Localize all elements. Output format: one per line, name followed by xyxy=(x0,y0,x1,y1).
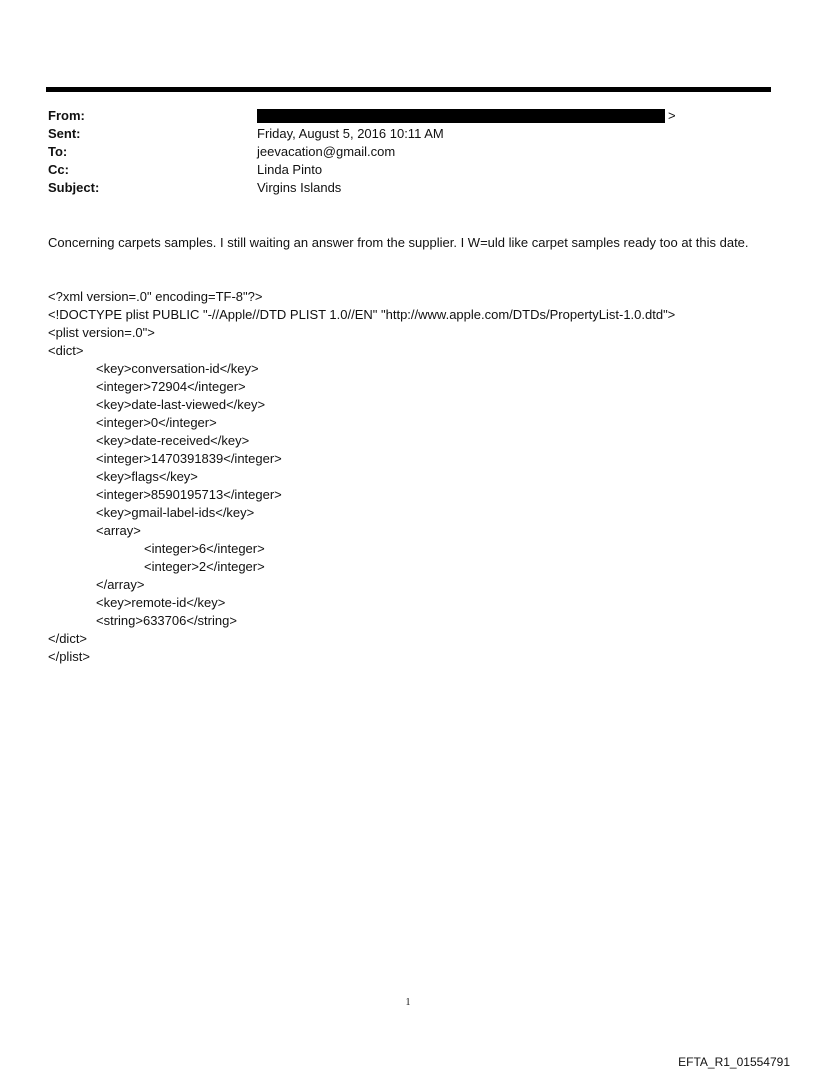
plist-line: <integer>8590195713</integer> xyxy=(96,487,282,502)
plist-line: <key>date-received</key> xyxy=(96,433,250,448)
plist-line: <integer>2</integer> xyxy=(144,559,265,574)
plist-line: </array> xyxy=(96,577,145,592)
plist-line: <key>date-last-viewed</key> xyxy=(96,397,266,412)
subject-label: Subject: xyxy=(48,180,100,195)
from-label: From: xyxy=(48,108,85,123)
subject-row xyxy=(48,179,768,197)
header-rule xyxy=(46,87,771,92)
plist-line: <plist version=.0"> xyxy=(48,325,155,340)
cc-row xyxy=(48,161,768,179)
sent-row xyxy=(48,125,768,143)
plist-line: <key>remote-id</key> xyxy=(96,595,226,610)
plist-block xyxy=(48,288,768,666)
from-row xyxy=(48,107,768,125)
plist-line: <integer>0</integer> xyxy=(96,415,217,430)
redacted-sender xyxy=(257,109,665,123)
plist-line: <integer>72904</integer> xyxy=(96,379,246,394)
sent-value: Friday, August 5, 2016 10:11 AM xyxy=(257,126,444,141)
subject-value: Virgins Islands xyxy=(257,180,342,195)
plist-line: <key>flags</key> xyxy=(96,469,198,484)
plist-line: </dict> xyxy=(48,631,88,646)
plist-line: <!DOCTYPE plist PUBLIC "-//Apple//DTD PLIST 1.0//EN" "http://www.apple.com/DTDs/PropertyList-1.0.dtd"> xyxy=(48,307,676,322)
cc-label: Cc: xyxy=(48,162,69,177)
to-row xyxy=(48,143,768,161)
plist-line: <array> xyxy=(96,523,141,538)
plist-line: <integer>6</integer> xyxy=(144,541,265,556)
plist-line: <?xml version=.0" encoding=TF-8"?> xyxy=(48,289,263,304)
to-value: jeevacation@gmail.com xyxy=(257,144,396,159)
plist-line: <dict> xyxy=(48,343,84,358)
email-body: Concerning carpets samples. I still waiting an answer from the supplier. I W=uld like carpet samples ready too at this date. xyxy=(48,235,749,250)
plist-line: <key>gmail-label-ids</key> xyxy=(96,505,255,520)
document-id: EFTA_R1_01554791 xyxy=(678,1055,790,1069)
sent-label: Sent: xyxy=(48,126,81,141)
cc-value: Linda Pinto xyxy=(257,162,323,177)
plist-line: <integer>1470391839</integer> xyxy=(96,451,282,466)
plist-line: <key>conversation-id</key> xyxy=(96,361,259,376)
plist-line: </plist> xyxy=(48,649,90,664)
from-suffix: > xyxy=(668,108,676,123)
plist-line: <string>633706</string> xyxy=(96,613,237,628)
page-number: 1 xyxy=(405,997,411,1008)
to-label: To: xyxy=(48,144,68,159)
